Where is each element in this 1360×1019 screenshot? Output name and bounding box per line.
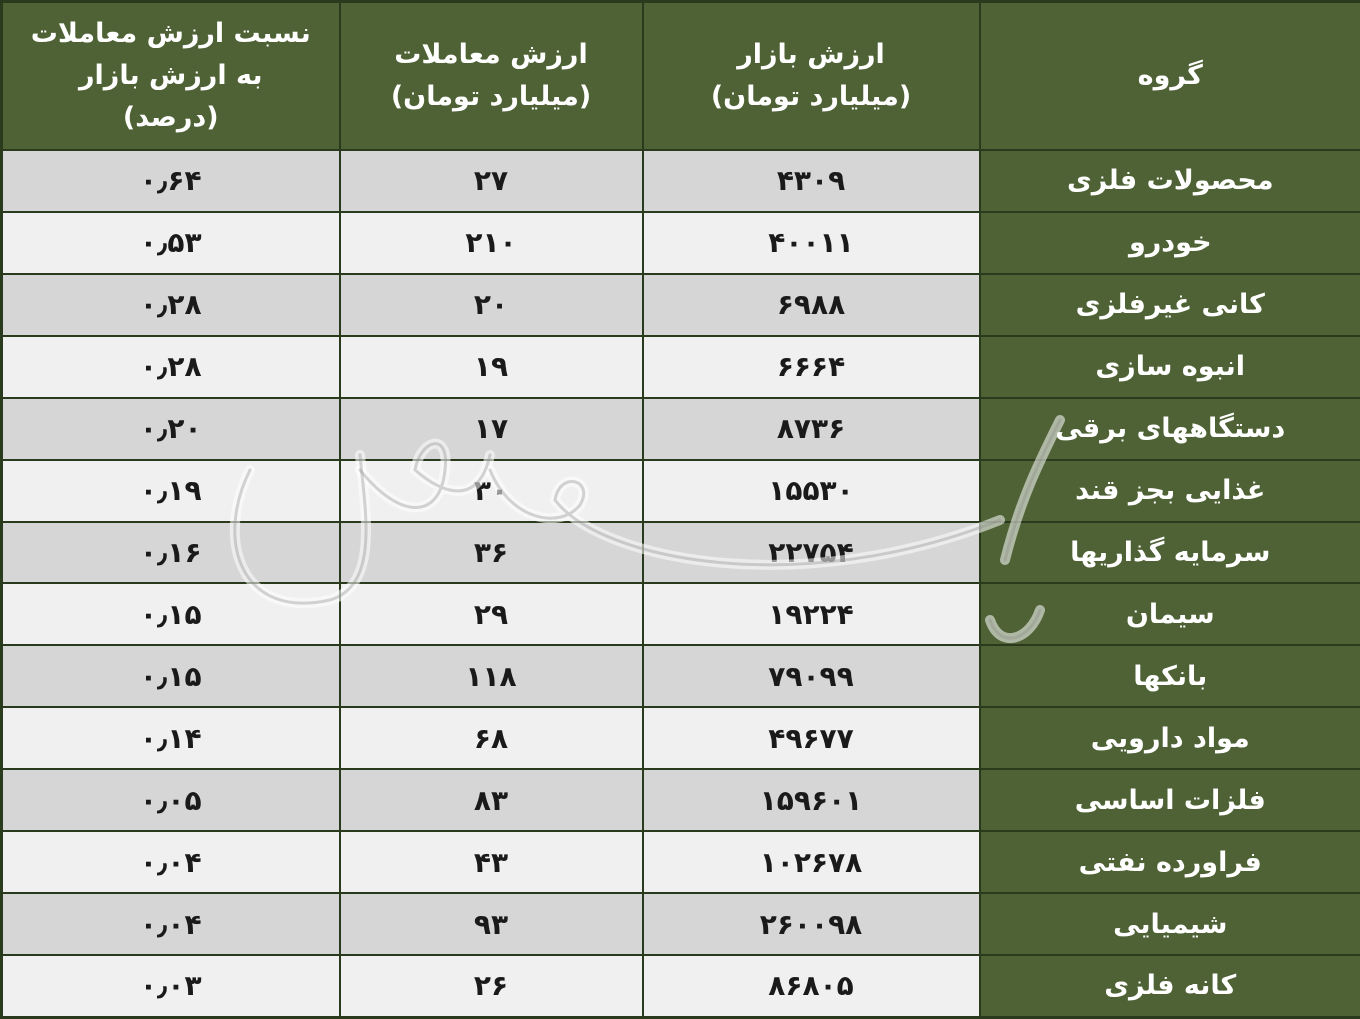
cell-group: سیمان (980, 583, 1360, 645)
column-header-line: (میلیارد تومان) (390, 81, 592, 112)
cell-ratio: ۰٫۰۵ (2, 769, 340, 831)
cell-market-value: ۴۰۰۱۱ (643, 212, 980, 274)
cell-trade-value: ۳۰ (340, 460, 643, 522)
column-header-line: نسبت ارزش معاملات (30, 18, 311, 50)
cell-group: محصولات فلزی (980, 150, 1360, 212)
cell-trade-value: ۴۳ (340, 831, 643, 893)
column-header-group (980, 2, 1360, 151)
cell-group: غذایی بجز قند (980, 460, 1360, 522)
cell-market-value: ۱۵۵۳۰ (643, 460, 980, 522)
table-row (2, 212, 1360, 274)
table-row (2, 150, 1360, 212)
table-row (2, 707, 1360, 769)
cell-trade-value: ۱۷ (340, 398, 643, 460)
cell-market-value: ۶۶۶۴ (643, 336, 980, 398)
cell-market-value: ۷۹۰۹۹ (643, 645, 980, 707)
column-header-line: (درصد) (122, 101, 219, 133)
cell-market-value: ۱۰۲۶۷۸ (643, 831, 980, 893)
column-header-market-value (643, 2, 980, 151)
cell-trade-value: ۲۹ (340, 583, 643, 645)
cell-trade-value: ۲۱۰ (340, 212, 643, 274)
cell-group: دستگاههای برقی (980, 398, 1360, 460)
table-row (2, 955, 1360, 1018)
cell-market-value: ۸۶۸۰۵ (643, 955, 980, 1018)
cell-ratio: ۰٫۰۳ (2, 955, 340, 1018)
table-body (2, 150, 1360, 1018)
cell-trade-value: ۲۰ (340, 274, 643, 336)
cell-ratio: ۰٫۰۴ (2, 831, 340, 893)
cell-group: خودرو (980, 212, 1360, 274)
table-row (2, 769, 1360, 831)
column-header-line: ارزش بازار (737, 39, 885, 71)
cell-market-value: ۱۵۹۶۰۱ (643, 769, 980, 831)
cell-group: کانه فلزی (980, 955, 1360, 1018)
column-header-line: گروه (1137, 60, 1203, 92)
cell-group: انبوه سازی (980, 336, 1360, 398)
cell-group: شیمیایی (980, 893, 1360, 955)
cell-ratio: ۰٫۶۴ (2, 150, 340, 212)
cell-ratio: ۰٫۰۴ (2, 893, 340, 955)
column-header-line: ارزش معاملات (394, 39, 588, 71)
cell-market-value: ۴۳۰۹ (643, 150, 980, 212)
cell-market-value: ۶۹۸۸ (643, 274, 980, 336)
table-row (2, 893, 1360, 955)
cell-ratio: ۰٫۱۹ (2, 460, 340, 522)
table-row (2, 398, 1360, 460)
cell-trade-value: ۸۳ (340, 769, 643, 831)
cell-ratio: ۰٫۲۸ (2, 274, 340, 336)
cell-ratio: ۰٫۵۳ (2, 212, 340, 274)
cell-trade-value: ۹۳ (340, 893, 643, 955)
column-header-trade-value (340, 2, 643, 151)
table-row (2, 274, 1360, 336)
cell-group: فراورده نفتی (980, 831, 1360, 893)
cell-market-value: ۸۷۳۶ (643, 398, 980, 460)
table-row (2, 522, 1360, 584)
cell-trade-value: ۲۷ (340, 150, 643, 212)
cell-market-value: ۲۲۷۵۴ (643, 522, 980, 584)
column-header-line: (میلیارد تومان) (710, 81, 912, 112)
header-row (2, 2, 1360, 151)
cell-market-value: ۲۶۰۰۹۸ (643, 893, 980, 955)
cell-trade-value: ۶۸ (340, 707, 643, 769)
table-row (2, 583, 1360, 645)
table-row (2, 645, 1360, 707)
cell-trade-value: ۱۹ (340, 336, 643, 398)
cell-trade-value: ۱۱۸ (340, 645, 643, 707)
cell-group: سرمایه گذاریها (980, 522, 1360, 584)
cell-trade-value: ۳۶ (340, 522, 643, 584)
table-row (2, 831, 1360, 893)
cell-ratio: ۰٫۱۵ (2, 583, 340, 645)
cell-market-value: ۴۹۶۷۷ (643, 707, 980, 769)
table-row (2, 336, 1360, 398)
table-row (2, 460, 1360, 522)
cell-ratio: ۰٫۱۵ (2, 645, 340, 707)
cell-ratio: ۰٫۱۴ (2, 707, 340, 769)
cell-market-value: ۱۹۲۲۴ (643, 583, 980, 645)
cell-group: کانی غیرفلزی (980, 274, 1360, 336)
cell-group: فلزات اساسی (980, 769, 1360, 831)
cell-ratio: ۰٫۲۸ (2, 336, 340, 398)
cell-ratio: ۰٫۲۰ (2, 398, 340, 460)
column-header-ratio (2, 2, 340, 151)
cell-group: مواد دارویی (980, 707, 1360, 769)
cell-group: بانکها (980, 645, 1360, 707)
cell-ratio: ۰٫۱۶ (2, 522, 340, 584)
column-header-line: به ارزش بازار (78, 60, 263, 92)
cell-trade-value: ۲۶ (340, 955, 643, 1018)
